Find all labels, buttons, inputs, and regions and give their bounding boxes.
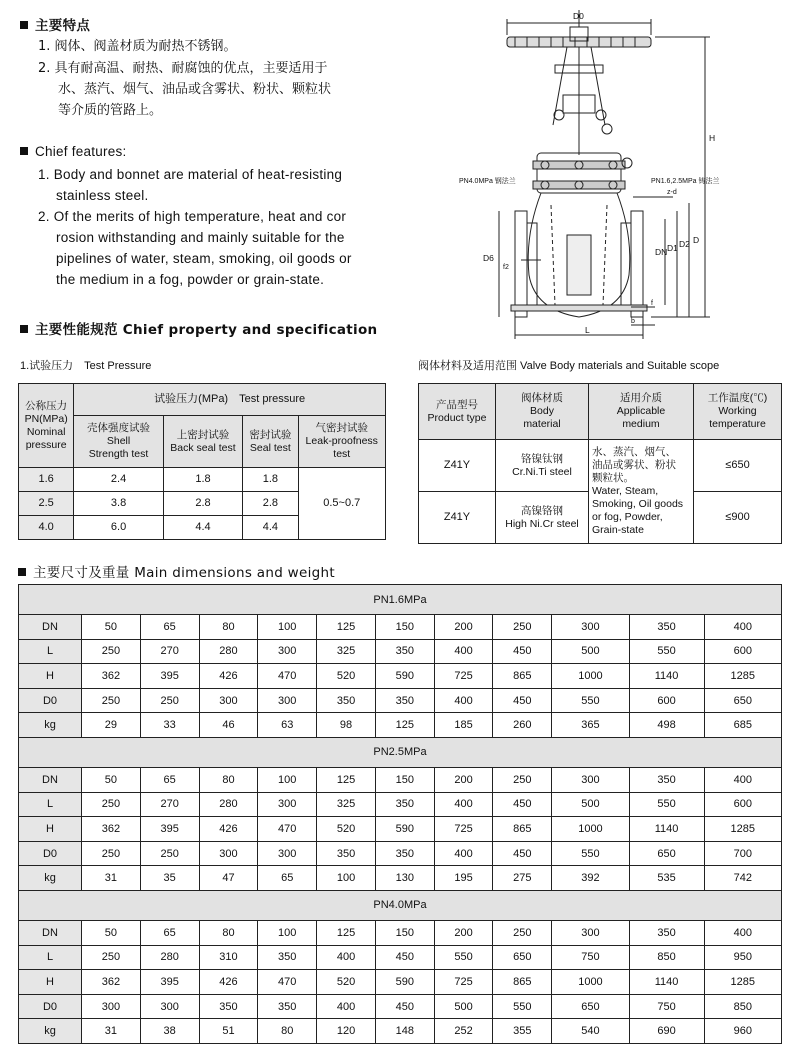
flange-left-label: PN4.0MPa 钢法兰 [459, 178, 516, 185]
table-cell: 426 [199, 970, 258, 995]
table-cell: 100 [258, 615, 317, 640]
table-cell: 1140 [629, 664, 704, 689]
table-cell: 600 [704, 792, 781, 817]
table-cell: 275 [493, 866, 552, 891]
table-cell: 150 [375, 920, 434, 945]
table-cell: 250 [140, 688, 199, 713]
table-cell: 300 [199, 688, 258, 713]
table-cell: 125 [317, 615, 376, 640]
pressure-group-header: PN1.6MPa [19, 585, 782, 615]
table-cell: 280 [140, 945, 199, 970]
table-cell: 250 [82, 945, 141, 970]
table-cell: 150 [375, 615, 434, 640]
features-cn-line-2: 2. 具有耐高温、耐热、耐腐蚀的优点，主要适用于 [38, 61, 328, 76]
body-material-header: 阀体材质 Body material [496, 384, 589, 440]
dim-dn-label: DN [655, 247, 668, 257]
table-row [19, 664, 782, 689]
table-cell: 100 [258, 920, 317, 945]
shell-cell: 3.8 [74, 492, 163, 516]
table-cell: 690 [629, 1019, 704, 1044]
seal-cell: 4.4 [243, 516, 298, 540]
working-temp-header: 工作温度(℃) Working temperature [694, 384, 782, 440]
bullet-square-icon [20, 325, 28, 333]
table-cell: 300 [199, 841, 258, 866]
table-cell: 260 [493, 713, 552, 738]
dim-b-label: b [631, 318, 635, 325]
table-cell: 450 [493, 841, 552, 866]
features-cn-line-1: 1. 阀体、阀盖材质为耐热不锈钢。 [38, 39, 237, 54]
table-cell: 280 [199, 639, 258, 664]
table-cell: 65 [140, 920, 199, 945]
pressure-group-header: PN2.5MPa [19, 737, 782, 767]
seal-test-header: 密封试验 Seal test [243, 416, 298, 468]
table-cell: 850 [704, 994, 781, 1019]
table-row [19, 866, 782, 891]
table-cell: 100 [317, 866, 376, 891]
row-label: D0 [19, 994, 82, 1019]
table-cell: 700 [704, 841, 781, 866]
back-seal-header: 上密封试验 Back seal test [163, 416, 242, 468]
table-cell: 250 [82, 841, 141, 866]
table-cell: 125 [375, 713, 434, 738]
table-cell: 29 [82, 713, 141, 738]
table-row [419, 440, 782, 492]
table-cell: 325 [317, 792, 376, 817]
table-cell: 400 [434, 792, 493, 817]
table-cell: 350 [629, 920, 704, 945]
features-en-line-4: rosion withstanding and mainly suitable for the [56, 230, 345, 245]
table-cell: 1285 [704, 970, 781, 995]
table-row [19, 639, 782, 664]
table-cell: 300 [258, 841, 317, 866]
table-cell: 130 [375, 866, 434, 891]
table-cell: 1140 [629, 817, 704, 842]
table-cell: 865 [493, 664, 552, 689]
table-cell: 742 [704, 866, 781, 891]
table-cell: 540 [552, 1019, 629, 1044]
table-cell: 426 [199, 817, 258, 842]
back-seal-cell: 1.8 [163, 468, 242, 492]
bullet-square-icon [20, 147, 28, 155]
table-cell: 590 [375, 664, 434, 689]
materials-table [418, 383, 782, 544]
row-label: H [19, 664, 82, 689]
table-cell: 450 [493, 688, 552, 713]
table-cell: 400 [704, 615, 781, 640]
table-row [19, 920, 782, 945]
table-cell: 185 [434, 713, 493, 738]
features-cn-line-4: 等介质的管路上。 [58, 103, 163, 118]
table-cell: 80 [199, 615, 258, 640]
seal-cell: 2.8 [243, 492, 298, 516]
table-row [19, 688, 782, 713]
row-label: DN [19, 920, 82, 945]
table-cell: 725 [434, 817, 493, 842]
test-pressure-table [18, 383, 386, 540]
table-cell: 470 [258, 970, 317, 995]
table-cell: 362 [82, 817, 141, 842]
table-cell: 400 [704, 767, 781, 792]
nominal-pressure-header: 公称压力 PN(MPa) Nominal pressure [19, 384, 74, 468]
back-seal-cell: 4.4 [163, 516, 242, 540]
table-cell: 350 [375, 792, 434, 817]
table-cell: 650 [629, 841, 704, 866]
product-type-cell: Z41Y [419, 440, 496, 492]
table-cell: 498 [629, 713, 704, 738]
table-cell: 31 [82, 1019, 141, 1044]
table-cell: 1285 [704, 664, 781, 689]
table-cell: 450 [493, 639, 552, 664]
test-pressure-group-header: 试验压力(MPa) Test pressure [74, 384, 386, 416]
table-cell: 600 [704, 639, 781, 664]
table-cell: 395 [140, 664, 199, 689]
shell-cell: 2.4 [74, 468, 163, 492]
table-cell: 195 [434, 866, 493, 891]
group-row [19, 737, 782, 767]
table-cell: 50 [82, 767, 141, 792]
dim-l-label: L [585, 325, 590, 335]
material-cell: 铬镍钛钢 Cr.Ni.Ti steel [496, 440, 589, 492]
features-en-title: Chief features: [20, 144, 127, 159]
table-cell: 35 [140, 866, 199, 891]
table-cell: 200 [434, 615, 493, 640]
table-row [19, 970, 782, 995]
table-cell: 470 [258, 817, 317, 842]
table-cell: 80 [199, 767, 258, 792]
row-label: H [19, 970, 82, 995]
table-cell: 650 [493, 945, 552, 970]
dim-h-label: H [709, 133, 716, 143]
pn-cell: 1.6 [19, 468, 74, 492]
table-cell: 300 [258, 639, 317, 664]
table-cell: 270 [140, 792, 199, 817]
table-cell: 80 [258, 1019, 317, 1044]
table-cell: 300 [552, 615, 629, 640]
table-cell: 450 [375, 994, 434, 1019]
dim-f-label: f [651, 300, 653, 307]
table-cell: 520 [317, 817, 376, 842]
table-cell: 252 [434, 1019, 493, 1044]
table-cell: 590 [375, 970, 434, 995]
table-cell: 250 [82, 792, 141, 817]
table-row [19, 792, 782, 817]
table-cell: 250 [493, 767, 552, 792]
table-cell: 250 [493, 920, 552, 945]
table-cell: 125 [317, 920, 376, 945]
table-cell: 400 [434, 639, 493, 664]
table-cell: 200 [434, 767, 493, 792]
table-cell: 535 [629, 866, 704, 891]
row-label: kg [19, 866, 82, 891]
table-cell: 865 [493, 817, 552, 842]
leak-test-header: 气密封试验 Leak-proofness test [298, 416, 386, 468]
features-en-line-5: pipelines of water, steam, smoking, oil goods or [56, 251, 352, 266]
table-cell: 125 [317, 767, 376, 792]
table-cell: 300 [258, 688, 317, 713]
table-cell: 47 [199, 866, 258, 891]
table-row [19, 817, 782, 842]
table-cell: 350 [375, 841, 434, 866]
table-cell: 590 [375, 817, 434, 842]
table-cell: 950 [704, 945, 781, 970]
dimensions-table [18, 584, 782, 1044]
row-label: L [19, 639, 82, 664]
dim-d2-label: D2 [679, 239, 690, 249]
table-cell: 400 [434, 688, 493, 713]
table-cell: 250 [140, 841, 199, 866]
table-cell: 650 [704, 688, 781, 713]
table-cell: 148 [375, 1019, 434, 1044]
table-cell: 1000 [552, 970, 629, 995]
table-cell: 1000 [552, 664, 629, 689]
table-cell: 395 [140, 817, 199, 842]
table-cell: 362 [82, 664, 141, 689]
table-cell: 300 [258, 792, 317, 817]
table-cell: 350 [629, 615, 704, 640]
table-cell: 1140 [629, 970, 704, 995]
table-cell: 350 [375, 639, 434, 664]
table-cell: 63 [258, 713, 317, 738]
features-en-line-3: 2. Of the merits of high temperature, heat and cor [38, 209, 347, 224]
features-en-line-1: 1. Body and bonnet are material of heat-resisting [38, 167, 343, 182]
row-label: DN [19, 615, 82, 640]
table-cell: 450 [493, 792, 552, 817]
table-cell: 300 [552, 767, 629, 792]
dim-d6-label: D6 [483, 253, 494, 263]
temp-cell: ≤900 [694, 492, 782, 544]
table-cell: 1285 [704, 817, 781, 842]
table-cell: 350 [317, 688, 376, 713]
table-cell: 350 [258, 945, 317, 970]
table-cell: 300 [140, 994, 199, 1019]
table-cell: 725 [434, 970, 493, 995]
table-row [19, 767, 782, 792]
table-cell: 270 [140, 639, 199, 664]
row-label: L [19, 792, 82, 817]
back-seal-cell: 2.8 [163, 492, 242, 516]
table-cell: 500 [434, 994, 493, 1019]
dim-d-label: D [693, 235, 700, 245]
table-cell: 325 [317, 639, 376, 664]
table-cell: 50 [82, 615, 141, 640]
pressure-group-header: PN4.0MPa [19, 890, 782, 920]
table-cell: 50 [82, 920, 141, 945]
table-cell: 550 [629, 639, 704, 664]
table-cell: 46 [199, 713, 258, 738]
table-cell: 865 [493, 970, 552, 995]
table-cell: 550 [552, 841, 629, 866]
valve-diagram [455, 5, 790, 340]
table-cell: 750 [629, 994, 704, 1019]
row-label: L [19, 945, 82, 970]
table-cell: 960 [704, 1019, 781, 1044]
features-cn-line-3: 水、蒸汽、烟气、油品或含雾状、粉状、颗粒状 [58, 82, 332, 97]
table-cell: 470 [258, 664, 317, 689]
product-type-header: 产品型号 Product type [419, 384, 496, 440]
table-cell: 65 [258, 866, 317, 891]
table-row [19, 713, 782, 738]
table-row [19, 994, 782, 1019]
table-cell: 500 [552, 792, 629, 817]
table-cell: 98 [317, 713, 376, 738]
dim-f2-label: f2 [503, 264, 509, 271]
table-cell: 400 [317, 994, 376, 1019]
flange-right-label: PN1.6,2.5MPa 铸法兰 [651, 178, 720, 185]
spec-title: 主要性能规范 Chief property and specification [20, 318, 377, 338]
table-cell: 300 [82, 994, 141, 1019]
table-cell: 350 [258, 994, 317, 1019]
materials-caption: 阀体材料及适用范围 Valve Body materials and Suitable scope [418, 360, 720, 372]
dim-d0-label: D0 [573, 11, 584, 21]
row-label: H [19, 817, 82, 842]
features-cn-title: 主要特点 [20, 14, 90, 34]
table-cell: 280 [199, 792, 258, 817]
table-cell: 300 [552, 920, 629, 945]
table-row [19, 1019, 782, 1044]
row-label: DN [19, 767, 82, 792]
dims-title: 主要尺寸及重量 Main dimensions and weight [18, 561, 335, 581]
pn-cell: 4.0 [19, 516, 74, 540]
table-cell: 150 [375, 767, 434, 792]
table-cell: 850 [629, 945, 704, 970]
table-cell: 400 [704, 920, 781, 945]
table-cell: 1000 [552, 817, 629, 842]
features-en-line-2: stainless steel. [56, 188, 149, 203]
applicable-medium-header: 适用介质 Applicable medium [589, 384, 694, 440]
table-cell: 65 [140, 615, 199, 640]
table-cell: 450 [375, 945, 434, 970]
shell-test-header: 壳体强度试验 Shell Strength test [74, 416, 163, 468]
table-row [19, 468, 386, 492]
table-cell: 550 [434, 945, 493, 970]
dim-d1-label: D1 [667, 243, 678, 253]
table-cell: 365 [552, 713, 629, 738]
table-cell: 38 [140, 1019, 199, 1044]
table-cell: 310 [199, 945, 258, 970]
table-cell: 600 [629, 688, 704, 713]
table-cell: 550 [629, 792, 704, 817]
row-label: D0 [19, 688, 82, 713]
product-type-cell: Z41Y [419, 492, 496, 544]
table-cell: 750 [552, 945, 629, 970]
features-en-line-6: the medium in a fog, powder or grain-state. [56, 272, 325, 287]
pn-cell: 2.5 [19, 492, 74, 516]
row-label: kg [19, 1019, 82, 1044]
table-cell: 250 [82, 639, 141, 664]
table-cell: 725 [434, 664, 493, 689]
bullet-square-icon [20, 21, 28, 29]
table-cell: 520 [317, 970, 376, 995]
table-cell: 400 [434, 841, 493, 866]
table-cell: 392 [552, 866, 629, 891]
table-cell: 51 [199, 1019, 258, 1044]
temp-cell: ≤650 [694, 440, 782, 492]
seal-cell: 1.8 [243, 468, 298, 492]
test-pressure-caption: 1.试验压力 Test Pressure [20, 360, 152, 372]
material-cell: 高镍铬钢 High Ni.Cr steel [496, 492, 589, 544]
table-cell: 31 [82, 866, 141, 891]
row-label: kg [19, 713, 82, 738]
table-cell: 100 [258, 767, 317, 792]
table-cell: 426 [199, 664, 258, 689]
table-cell: 520 [317, 664, 376, 689]
table-cell: 400 [317, 945, 376, 970]
table-cell: 362 [82, 970, 141, 995]
table-cell: 33 [140, 713, 199, 738]
table-cell: 650 [552, 994, 629, 1019]
dim-zd-label: z-d [667, 189, 677, 196]
table-row [19, 615, 782, 640]
table-row [19, 841, 782, 866]
row-label: D0 [19, 841, 82, 866]
table-cell: 200 [434, 920, 493, 945]
table-row [19, 945, 782, 970]
table-cell: 355 [493, 1019, 552, 1044]
table-cell: 65 [140, 767, 199, 792]
table-cell: 350 [199, 994, 258, 1019]
table-cell: 550 [552, 688, 629, 713]
table-cell: 350 [375, 688, 434, 713]
table-cell: 250 [82, 688, 141, 713]
table-cell: 500 [552, 639, 629, 664]
table-cell: 350 [629, 767, 704, 792]
table-cell: 350 [317, 841, 376, 866]
table-cell: 120 [317, 1019, 376, 1044]
bullet-square-icon [18, 568, 26, 576]
table-cell: 80 [199, 920, 258, 945]
medium-cell: 水、蒸汽、烟气、 油品或雾状、粉状 颗粒状。 Water, Steam, Smoking, Oil goods or fog, Powder, Grain-state [589, 440, 694, 544]
shell-cell: 6.0 [74, 516, 163, 540]
group-row [19, 890, 782, 920]
leak-cell: 0.5~0.7 [298, 468, 386, 540]
group-row [19, 585, 782, 615]
table-cell: 685 [704, 713, 781, 738]
table-cell: 250 [493, 615, 552, 640]
table-cell: 550 [493, 994, 552, 1019]
table-cell: 395 [140, 970, 199, 995]
